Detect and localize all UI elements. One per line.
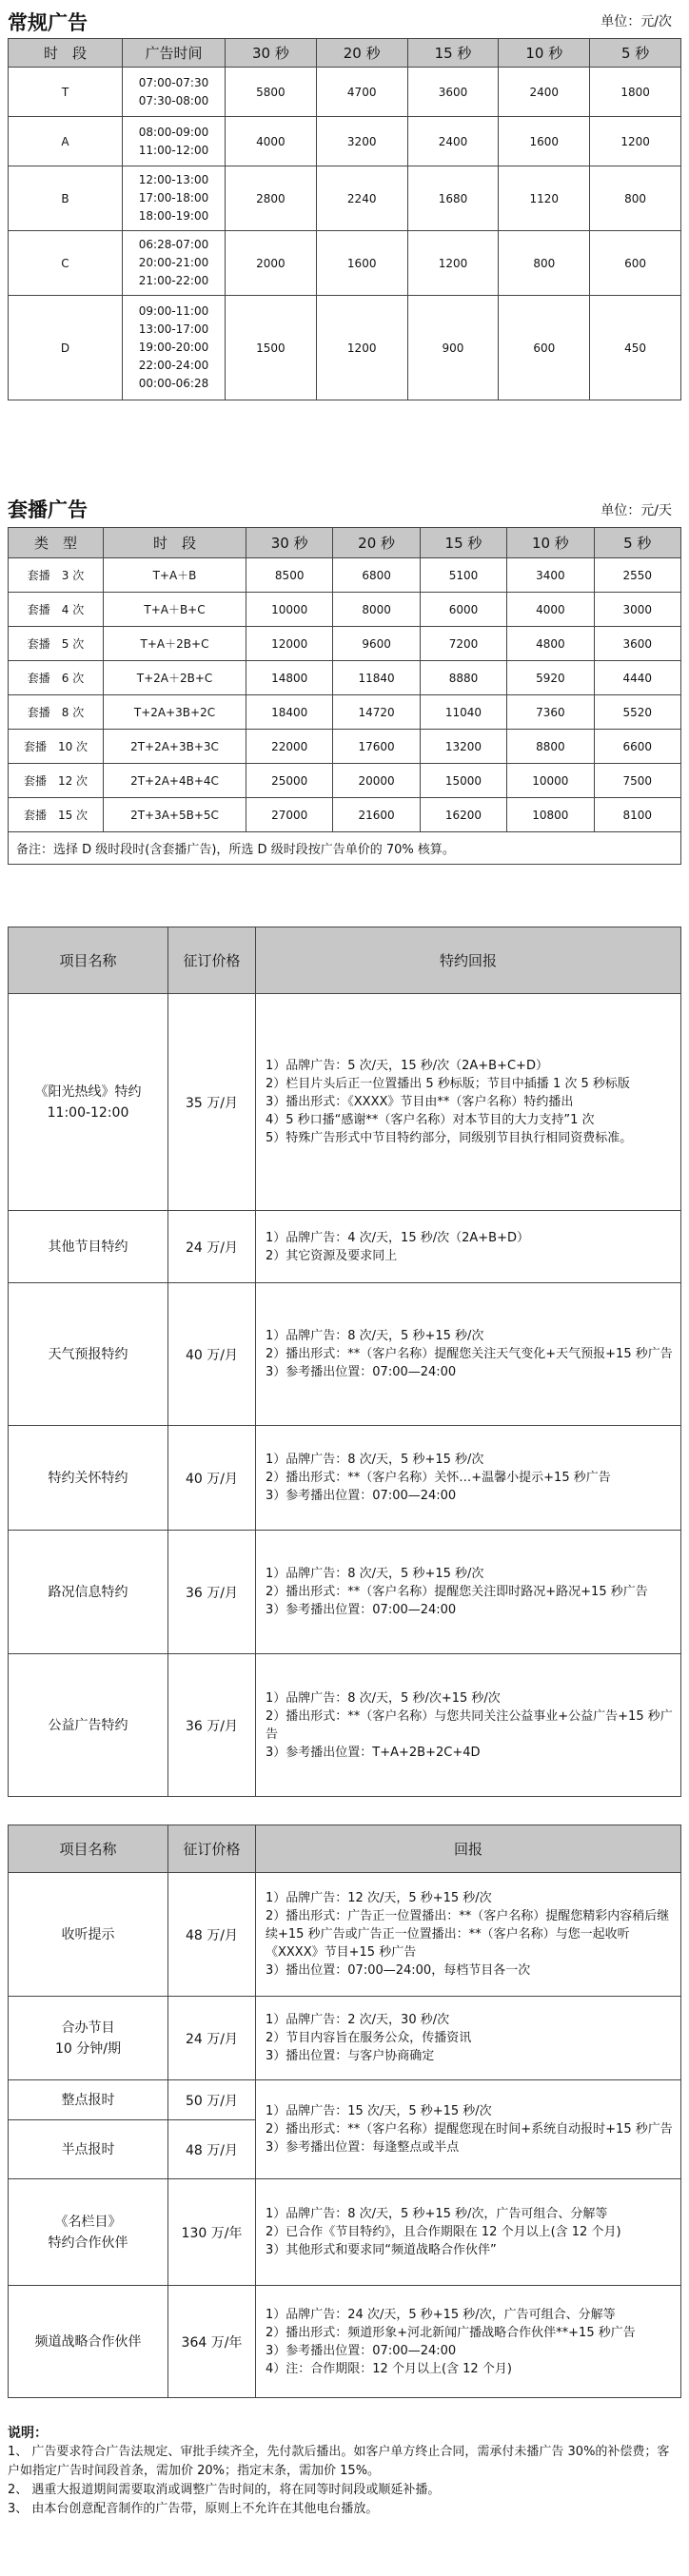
price-cell: 5520 [594, 695, 680, 730]
price-cell: 3600 [594, 627, 680, 661]
price-cell: 8000 [333, 593, 420, 627]
price-cell: 11040 [420, 695, 506, 730]
price-cell: 3200 [316, 117, 407, 166]
price-cell: 10800 [507, 798, 594, 832]
price-cell: 27000 [246, 798, 333, 832]
slot-cell: T+A＋2B+C [104, 627, 246, 661]
package-note: 备注：选择 D 级时段时(含套播广告)，所选 D 级时段按广告单价的 70% 核算。 [9, 832, 681, 865]
table-row [9, 1531, 681, 1654]
project-name: 特约合作伙伴 [48, 2234, 128, 2251]
times-cell [123, 296, 226, 400]
detail-line: 2）播出形式：频道形象+河北新闻广播战略合作伙伴**+15 秒广告 [266, 2325, 636, 2340]
project-detail-cell [256, 2179, 681, 2286]
price-cell: 1600 [499, 117, 590, 166]
price-cell: 1120 [499, 166, 590, 231]
header-cell: 20 秒 [316, 39, 407, 68]
detail-line: 1）品牌广告：5 次/天，15 秒/次（2A+B+C+D） [266, 1059, 548, 1073]
detail-line: 3）参考播出位置：07:00—24:00 [266, 1603, 457, 1617]
regular-unit: 单位：元/次 [600, 14, 672, 29]
project-name: 《名栏目》 [54, 2214, 122, 2230]
table-row [9, 166, 681, 231]
table-row [9, 117, 681, 166]
header-cell: 时 段 [104, 528, 246, 558]
special-sponsorship-table [8, 927, 681, 1797]
package-rate-table [8, 527, 681, 865]
price-cell: 13200 [420, 730, 506, 764]
project-price: 35 万/月 [168, 994, 256, 1211]
project-name: 频道战略合作伙伴 [34, 2333, 142, 2350]
price-cell: 2000 [226, 231, 317, 296]
project-name: 公益广告特约 [48, 1717, 128, 1733]
project-price: 364 万/年 [168, 2286, 256, 2398]
header-cell: 特约回报 [256, 927, 681, 994]
slot-cell: T+2A+3B+2C [104, 695, 246, 730]
header-cell: 回报 [256, 1825, 681, 1873]
price-cell: 6600 [594, 730, 680, 764]
header-cell: 10 秒 [499, 39, 590, 68]
package-section-title: 套播广告 [8, 498, 88, 521]
project-name-cell [9, 1997, 168, 2080]
project-name-cell [9, 1211, 168, 1283]
detail-line: 3）参考播出位置：07:00—24:00 [266, 2343, 457, 2358]
table-row [9, 1997, 681, 2080]
type-cell: 套播 8 次 [9, 695, 104, 730]
price-cell: 22000 [246, 730, 333, 764]
detail-line: 1）品牌广告：8 次/天，5 秒+15 秒/次 [266, 1453, 484, 1467]
price-cell: 14800 [246, 661, 333, 695]
project-name-cell [9, 2120, 168, 2179]
times-cell [123, 231, 226, 296]
price-cell: 3600 [407, 68, 499, 117]
price-cell: 900 [407, 296, 499, 400]
project-detail-cell [256, 1426, 681, 1531]
price-cell: 600 [590, 231, 681, 296]
table-row [9, 68, 681, 117]
regular-section-title: 常规广告 [8, 11, 88, 34]
price-cell: 14720 [333, 695, 420, 730]
detail-line: 1）品牌广告：8 次/天，5 秒+15 秒/次 [266, 1567, 484, 1581]
price-cell: 3400 [507, 558, 594, 593]
price-cell: 4000 [226, 117, 317, 166]
type-cell: 套播 6 次 [9, 661, 104, 695]
project-price: 24 万/月 [168, 1997, 256, 2080]
type-cell: 套播 4 次 [9, 593, 104, 627]
table-row [9, 1283, 681, 1426]
detail-line: 2）节目内容旨在服务公众，传播资讯 [266, 2031, 472, 2045]
price-cell: 2550 [594, 558, 680, 593]
project-name-cell [9, 2080, 168, 2120]
header-cell: 5 秒 [594, 528, 680, 558]
header-cell: 类 型 [9, 528, 104, 558]
header-cell: 30 秒 [246, 528, 333, 558]
table-row [9, 661, 681, 695]
type-cell: 套播 3 次 [9, 558, 104, 593]
times-cell [123, 166, 226, 231]
detail-line: 4）5 秒口播“感谢**（客户名称）对本节目的大力支持”1 次 [266, 1113, 595, 1127]
project-name: 特约关怀特约 [48, 1470, 128, 1486]
price-cell: 2400 [499, 68, 590, 117]
note-row [9, 832, 681, 865]
slot-cell: T+2A＋2B+C [104, 661, 246, 695]
returns-header-row [9, 1825, 681, 1873]
price-cell: 20000 [333, 764, 420, 798]
type-cell: 套播 15 次 [9, 798, 104, 832]
price-cell: 7500 [594, 764, 680, 798]
time-range: 21:00-22:00 [138, 274, 209, 287]
slot-cell: C [9, 231, 123, 296]
project-price: 130 万/年 [168, 2179, 256, 2286]
table-row [9, 627, 681, 661]
price-cell: 5800 [226, 68, 317, 117]
detail-line: 1）品牌广告：2 次/天，30 秒/次 [266, 2013, 450, 2027]
price-cell: 800 [499, 231, 590, 296]
price-cell: 4000 [507, 593, 594, 627]
price-cell: 9600 [333, 627, 420, 661]
project-name: 天气预报特约 [48, 1346, 128, 1362]
detail-line: 2）已合作《节目特约》，且合作期限在 12 个月以上(含 12 个月) [266, 2225, 621, 2239]
table-row [9, 798, 681, 832]
table-row [9, 695, 681, 730]
time-range: 07:30-08:00 [138, 93, 209, 107]
project-name: 路况信息特约 [48, 1584, 128, 1600]
slot-cell: T+A＋B+C [104, 593, 246, 627]
detail-line: 2）播出形式：广告正一位置播出：**（客户名称）提醒您精彩内容稍后继续+15 秒广告或广告正一位置播出：**（客户名称）与您一起收听《XXXX》节目+15 秒广告 [266, 1909, 670, 1960]
price-cell: 12000 [246, 627, 333, 661]
project-price: 50 万/月 [168, 2080, 256, 2120]
project-name-cell [9, 1873, 168, 1997]
project-name-cell [9, 1426, 168, 1531]
header-cell: 广告时间 [123, 39, 226, 68]
detail-line: 1）品牌广告：4 次/天，15 秒/次（2A+B+D） [266, 1230, 529, 1245]
header-cell: 5 秒 [590, 39, 681, 68]
slot-cell: A [9, 117, 123, 166]
price-cell: 4700 [316, 68, 407, 117]
price-cell: 10000 [246, 593, 333, 627]
detail-line: 2）播出形式：**（客户名称）关怀…+温馨小提示+15 秒广告 [266, 1471, 611, 1485]
project-name-cell [9, 994, 168, 1211]
price-cell: 11840 [333, 661, 420, 695]
project-price: 36 万/月 [168, 1531, 256, 1654]
project-price: 24 万/月 [168, 1211, 256, 1283]
detail-line: 1）品牌广告：15 次/天，5 秒+15 秒/次 [266, 2104, 492, 2118]
slot-cell: D [9, 296, 123, 400]
price-cell: 2240 [316, 166, 407, 231]
returns-table [8, 1825, 681, 2398]
project-price: 36 万/月 [168, 1654, 256, 1797]
detail-line: 1）品牌广告：8 次/天，5 秒+15 秒/次，广告可组合、分解等 [266, 2207, 608, 2221]
price-cell: 8100 [594, 798, 680, 832]
project-name-cell [9, 1283, 168, 1426]
project-name-cell [9, 1654, 168, 1797]
header-cell: 20 秒 [333, 528, 420, 558]
project-price: 48 万/月 [168, 2120, 256, 2179]
price-cell: 18400 [246, 695, 333, 730]
type-cell: 套播 12 次 [9, 764, 104, 798]
detail-line: 2）播出形式：**（客户名称）与您共同关注公益事业+公益广告+15 秒广告 [266, 1708, 673, 1742]
time-range: 06:28-07:00 [138, 238, 209, 251]
time-range: 12:00-13:00 [138, 173, 209, 186]
header-cell: 15 秒 [420, 528, 506, 558]
note-item: 3、 由本台创意配音制作的广告带，原则上不允许在其他电台播放。 [8, 2502, 379, 2516]
price-cell: 1200 [316, 296, 407, 400]
detail-line: 3）参考播出位置：每逢整点或半点 [266, 2140, 460, 2155]
project-price: 40 万/月 [168, 1426, 256, 1531]
project-name-cell [9, 1531, 168, 1654]
project-name: 10 分钟/期 [55, 2040, 121, 2057]
detail-line: 2）播出形式：**（客户名称）提醒您关注天气变化+天气预报+15 秒广告 [266, 1347, 673, 1361]
detail-line: 3）参考播出位置：T+A+2B+2C+4D [266, 1745, 481, 1760]
price-cell: 4800 [507, 627, 594, 661]
price-cell: 1200 [590, 117, 681, 166]
price-cell: 5920 [507, 661, 594, 695]
table-row [9, 764, 681, 798]
price-cell: 4440 [594, 661, 680, 695]
price-cell: 2400 [407, 117, 499, 166]
price-cell: 1200 [407, 231, 499, 296]
time-range: 18:00-19:00 [138, 209, 209, 223]
price-cell: 16200 [420, 798, 506, 832]
regular-header-row [9, 39, 681, 68]
project-detail-cell [256, 1283, 681, 1426]
time-range: 11:00-12:00 [138, 143, 209, 157]
price-cell: 17600 [333, 730, 420, 764]
notes-heading: 说明： [8, 2426, 48, 2441]
package-unit: 单位：元/天 [600, 503, 672, 518]
price-cell: 5100 [420, 558, 506, 593]
project-detail-cell [256, 1873, 681, 1997]
slot-cell: T+A＋B [104, 558, 246, 593]
slot-cell: B [9, 166, 123, 231]
table-row [9, 2286, 681, 2398]
price-cell: 8800 [507, 730, 594, 764]
project-name: 收听提示 [61, 1926, 115, 1942]
detail-line: 1）品牌广告：24 次/天，5 秒+15 秒/次，广告可组合、分解等 [266, 2307, 616, 2322]
header-cell: 项目名称 [9, 1825, 168, 1873]
table-row [9, 730, 681, 764]
project-detail-cell [256, 2286, 681, 2398]
slot-cell: 2T+2A+4B+4C [104, 764, 246, 798]
header-cell: 征订价格 [168, 927, 256, 994]
time-range: 00:00-06:28 [138, 377, 209, 390]
detail-line: 1）品牌广告：8 次/天，5 秒+15 秒/次 [266, 1329, 484, 1343]
price-cell: 600 [499, 296, 590, 400]
project-detail-cell [256, 1997, 681, 2080]
project-price: 40 万/月 [168, 1283, 256, 1426]
times-cell [123, 68, 226, 117]
type-cell: 套播 5 次 [9, 627, 104, 661]
header-cell: 15 秒 [407, 39, 499, 68]
detail-line: 2）播出形式：**（客户名称）提醒您关注即时路况+路况+15 秒广告 [266, 1585, 648, 1599]
price-cell: 7200 [420, 627, 506, 661]
times-cell [123, 117, 226, 166]
project-name: 《阳光热线》特约 [34, 1083, 142, 1100]
project-detail-cell [256, 994, 681, 1211]
project-detail-cell [256, 1531, 681, 1654]
time-range: 07:00-07:30 [138, 75, 209, 89]
note-item: 1、 广告要求符合广告法规定、审批手续齐全，先付款后播出。如客户单方终止合同，需承付未播广告 30%的补偿费；客户如指定广告时间段首条，需加价 20%；指定末条，需加价 15%。 [8, 2445, 670, 2478]
detail-line: 3）播出位置：与客户协商确定 [266, 2049, 435, 2063]
project-detail-cell [256, 1211, 681, 1283]
header-cell: 10 秒 [507, 528, 594, 558]
regular-rate-table [8, 38, 681, 400]
header-cell: 时 段 [9, 39, 123, 68]
price-cell: 1800 [590, 68, 681, 117]
project-name: 合办节目 [61, 2020, 115, 2036]
time-range: 17:00-18:00 [138, 191, 209, 205]
table-row [9, 593, 681, 627]
detail-line: 3）其他形式和要求同“频道战略合作伙伴” [266, 2243, 497, 2257]
detail-line: 2）其它资源及要求同上 [266, 1248, 398, 1263]
price-cell: 3000 [594, 593, 680, 627]
slot-cell: 2T+2A+3B+3C [104, 730, 246, 764]
note-item: 2、 遇重大报道期间需要取消或调整广告时间的，将在同等时间段或顺延补播。 [8, 2483, 441, 2497]
price-cell: 6800 [333, 558, 420, 593]
table-row [9, 558, 681, 593]
table-row [9, 2080, 681, 2120]
time-range: 20:00-21:00 [138, 256, 209, 269]
price-cell: 1600 [316, 231, 407, 296]
price-cell: 25000 [246, 764, 333, 798]
time-range: 08:00-09:00 [138, 125, 209, 139]
table-row [9, 231, 681, 296]
price-cell: 21600 [333, 798, 420, 832]
project-name-cell [9, 2179, 168, 2286]
detail-line: 4）注：合作期限：12 个月以上(含 12 个月) [266, 2361, 512, 2376]
price-cell: 450 [590, 296, 681, 400]
slot-cell: 2T+3A+5B+5C [104, 798, 246, 832]
price-cell: 15000 [420, 764, 506, 798]
detail-line: 3）参考播出位置：07:00—24:00 [266, 1489, 457, 1503]
detail-line: 3）参考播出位置：07:00—24:00 [266, 1365, 457, 1379]
price-cell: 1500 [226, 296, 317, 400]
package-header-row [9, 528, 681, 558]
header-cell: 项目名称 [9, 927, 168, 994]
project-detail-cell [256, 1654, 681, 1797]
special-header-row [9, 927, 681, 994]
detail-line: 5）特殊广告形式中节目特约部分，同级别节目执行相同资费标准。 [266, 1131, 633, 1145]
project-price: 48 万/月 [168, 1873, 256, 1997]
table-row [9, 296, 681, 400]
project-name: 11:00-12:00 [47, 1104, 129, 1121]
detail-line: 1）品牌广告：8 次/天，5 秒/次+15 秒/次 [266, 1690, 501, 1706]
detail-line: 3）播出位置：07:00—24:00，每档节目各一次 [266, 1963, 531, 1978]
detail-line: 2）栏目片头后正一位置播出 5 秒标版；节目中插播 1 次 5 秒标版 [266, 1077, 630, 1091]
notes-section [8, 2424, 681, 2519]
time-range: 22:00-24:00 [138, 359, 209, 372]
type-cell: 套播 10 次 [9, 730, 104, 764]
price-cell: 2800 [226, 166, 317, 231]
detail-line: 1）品牌广告：12 次/天，5 秒+15 秒/次 [266, 1891, 492, 1905]
price-cell: 1680 [407, 166, 499, 231]
table-row [9, 1211, 681, 1283]
price-cell: 6000 [420, 593, 506, 627]
table-row [9, 1426, 681, 1531]
table-row [9, 2179, 681, 2286]
price-cell: 800 [590, 166, 681, 231]
price-cell: 10000 [507, 764, 594, 798]
price-cell: 8880 [420, 661, 506, 695]
price-cell: 7360 [507, 695, 594, 730]
header-cell: 30 秒 [226, 39, 317, 68]
project-detail-cell [256, 2080, 681, 2179]
detail-line: 3）播出形式：《XXXX》节目由**（客户名称）特约播出 [266, 1095, 574, 1109]
project-name: 其他节目特约 [48, 1239, 128, 1255]
time-range: 13:00-17:00 [138, 322, 209, 336]
table-row [9, 1654, 681, 1797]
project-name: 整点报时 [61, 2092, 115, 2108]
project-name-cell [9, 2286, 168, 2398]
header-cell: 征订价格 [168, 1825, 256, 1873]
time-range: 19:00-20:00 [138, 341, 209, 354]
table-row [9, 994, 681, 1211]
slot-cell: T [9, 68, 123, 117]
time-range: 09:00-11:00 [138, 304, 209, 318]
price-cell: 8500 [246, 558, 333, 593]
table-row [9, 1873, 681, 1997]
project-name: 半点报时 [61, 2141, 115, 2157]
detail-line: 2）播出形式：**（客户名称）提醒您现在时间+系统自动报时+15 秒广告 [266, 2122, 673, 2137]
